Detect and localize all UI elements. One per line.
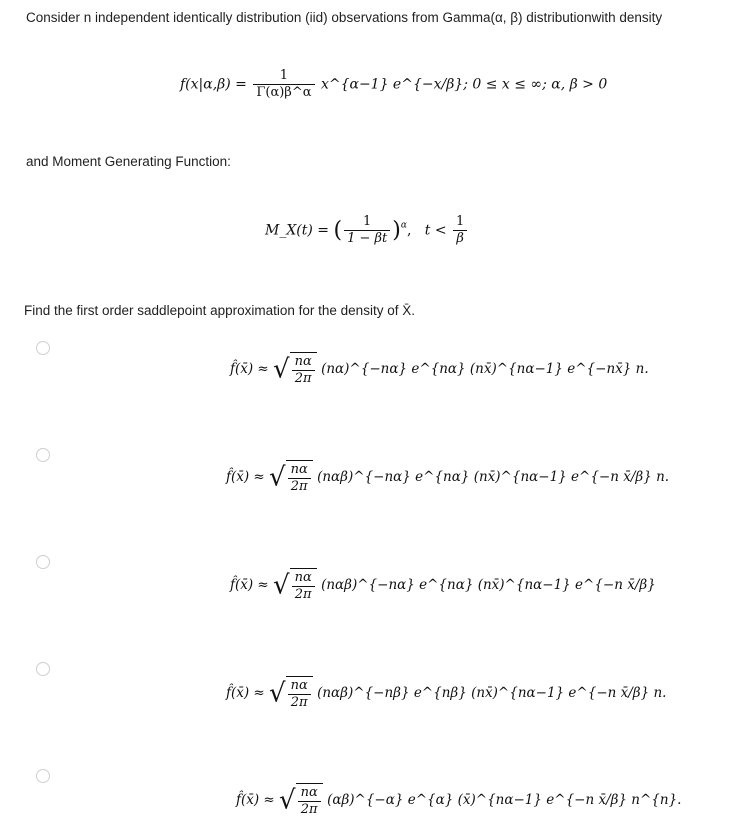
option-1[interactable] <box>230 352 649 387</box>
option-3-expression: (nαβ)^{−nα} e^{nα} (nx̄)^{nα−1} e^{−n x̄/β} <box>321 577 656 593</box>
density-rhs: x^{α−1} e^{−x/β}; 0 ≤ x ≤ ∞; α, β > 0 <box>320 76 608 93</box>
option-4-expression: (nαβ)^{−nβ} e^{nβ} (nx̄)^{nα−1} e^{−n x̄/β} n. <box>317 685 667 701</box>
mgf-formula: M_X(t) = ( $\frac{1}{1 - \beta t}$ )$^\alpha$, t < $\frac{1}{\beta}$ <box>265 214 469 247</box>
mgf-exponent: α <box>400 220 407 231</box>
sqrt-term: √ $\frac{n\alpha}{2\pi}$ <box>273 568 317 603</box>
density-formula <box>180 68 607 101</box>
option-5-lhs: f̂(x̄) ≈ <box>236 792 275 808</box>
option-radio-5[interactable] <box>36 769 50 783</box>
density-lhs: f(x|α,β) = <box>180 76 247 93</box>
task-text: Find the first order saddlepoint approximation for the density of X̄. <box>24 303 415 318</box>
option-radio-2[interactable] <box>36 448 50 462</box>
option-5[interactable] <box>236 783 681 818</box>
option-1-lhs: f̂(x̄) ≈ <box>230 361 269 377</box>
option-radio-1[interactable] <box>36 341 50 355</box>
option-4-lhs: f̂(x̄) ≈ <box>226 685 265 701</box>
option-1-expression: (nα)^{−nα} e^{nα} (nx̄)^{nα−1} e^{−nx̄} n. <box>321 361 649 377</box>
option-3[interactable] <box>230 568 656 603</box>
option-2-lhs: f̂(x̄) ≈ <box>226 469 265 485</box>
option-4[interactable] <box>226 676 666 711</box>
sqrt-term: √ $\frac{n\alpha}{2\pi}$ <box>269 460 313 495</box>
sqrt-term: √ $\frac{n\alpha}{2\pi}$ <box>273 352 317 387</box>
mgf-lhs: M_X(t) = <box>265 222 330 239</box>
density-fraction: $\frac{1}{\Gamma(\alpha)\beta\^{}\alpha}$ <box>253 68 314 101</box>
option-5-expression: (αβ)^{−α} e^{α} (x̄)^{nα−1} e^{−n x̄/β} n^{n}. <box>327 792 682 808</box>
option-3-lhs: f̂(x̄) ≈ <box>230 577 269 593</box>
mgf-base-fraction: $\frac{1}{1 - \beta t}$ <box>344 214 390 247</box>
option-2-expression: (nαβ)^{−nα} e^{nα} (nx̄)^{nα−1} e^{−n x̄/β} n. <box>317 469 670 485</box>
option-2[interactable] <box>226 460 669 495</box>
mgf-condition-fraction: $\frac{1}{\beta}$ <box>453 214 467 247</box>
option-radio-3[interactable] <box>36 555 50 569</box>
sqrt-term: √ $\frac{n\alpha}{2\pi}$ <box>269 676 313 711</box>
sqrt-term: √ $\frac{n\alpha}{2\pi}$ <box>279 783 323 818</box>
mgf-condition: t < <box>424 222 447 239</box>
mgf-label: and Moment Generating Function: <box>26 154 231 169</box>
intro-text: Consider n independent identically distribution (iid) observations from Gamma(α, β) distributionwith density <box>26 10 663 25</box>
option-radio-4[interactable] <box>36 662 50 676</box>
